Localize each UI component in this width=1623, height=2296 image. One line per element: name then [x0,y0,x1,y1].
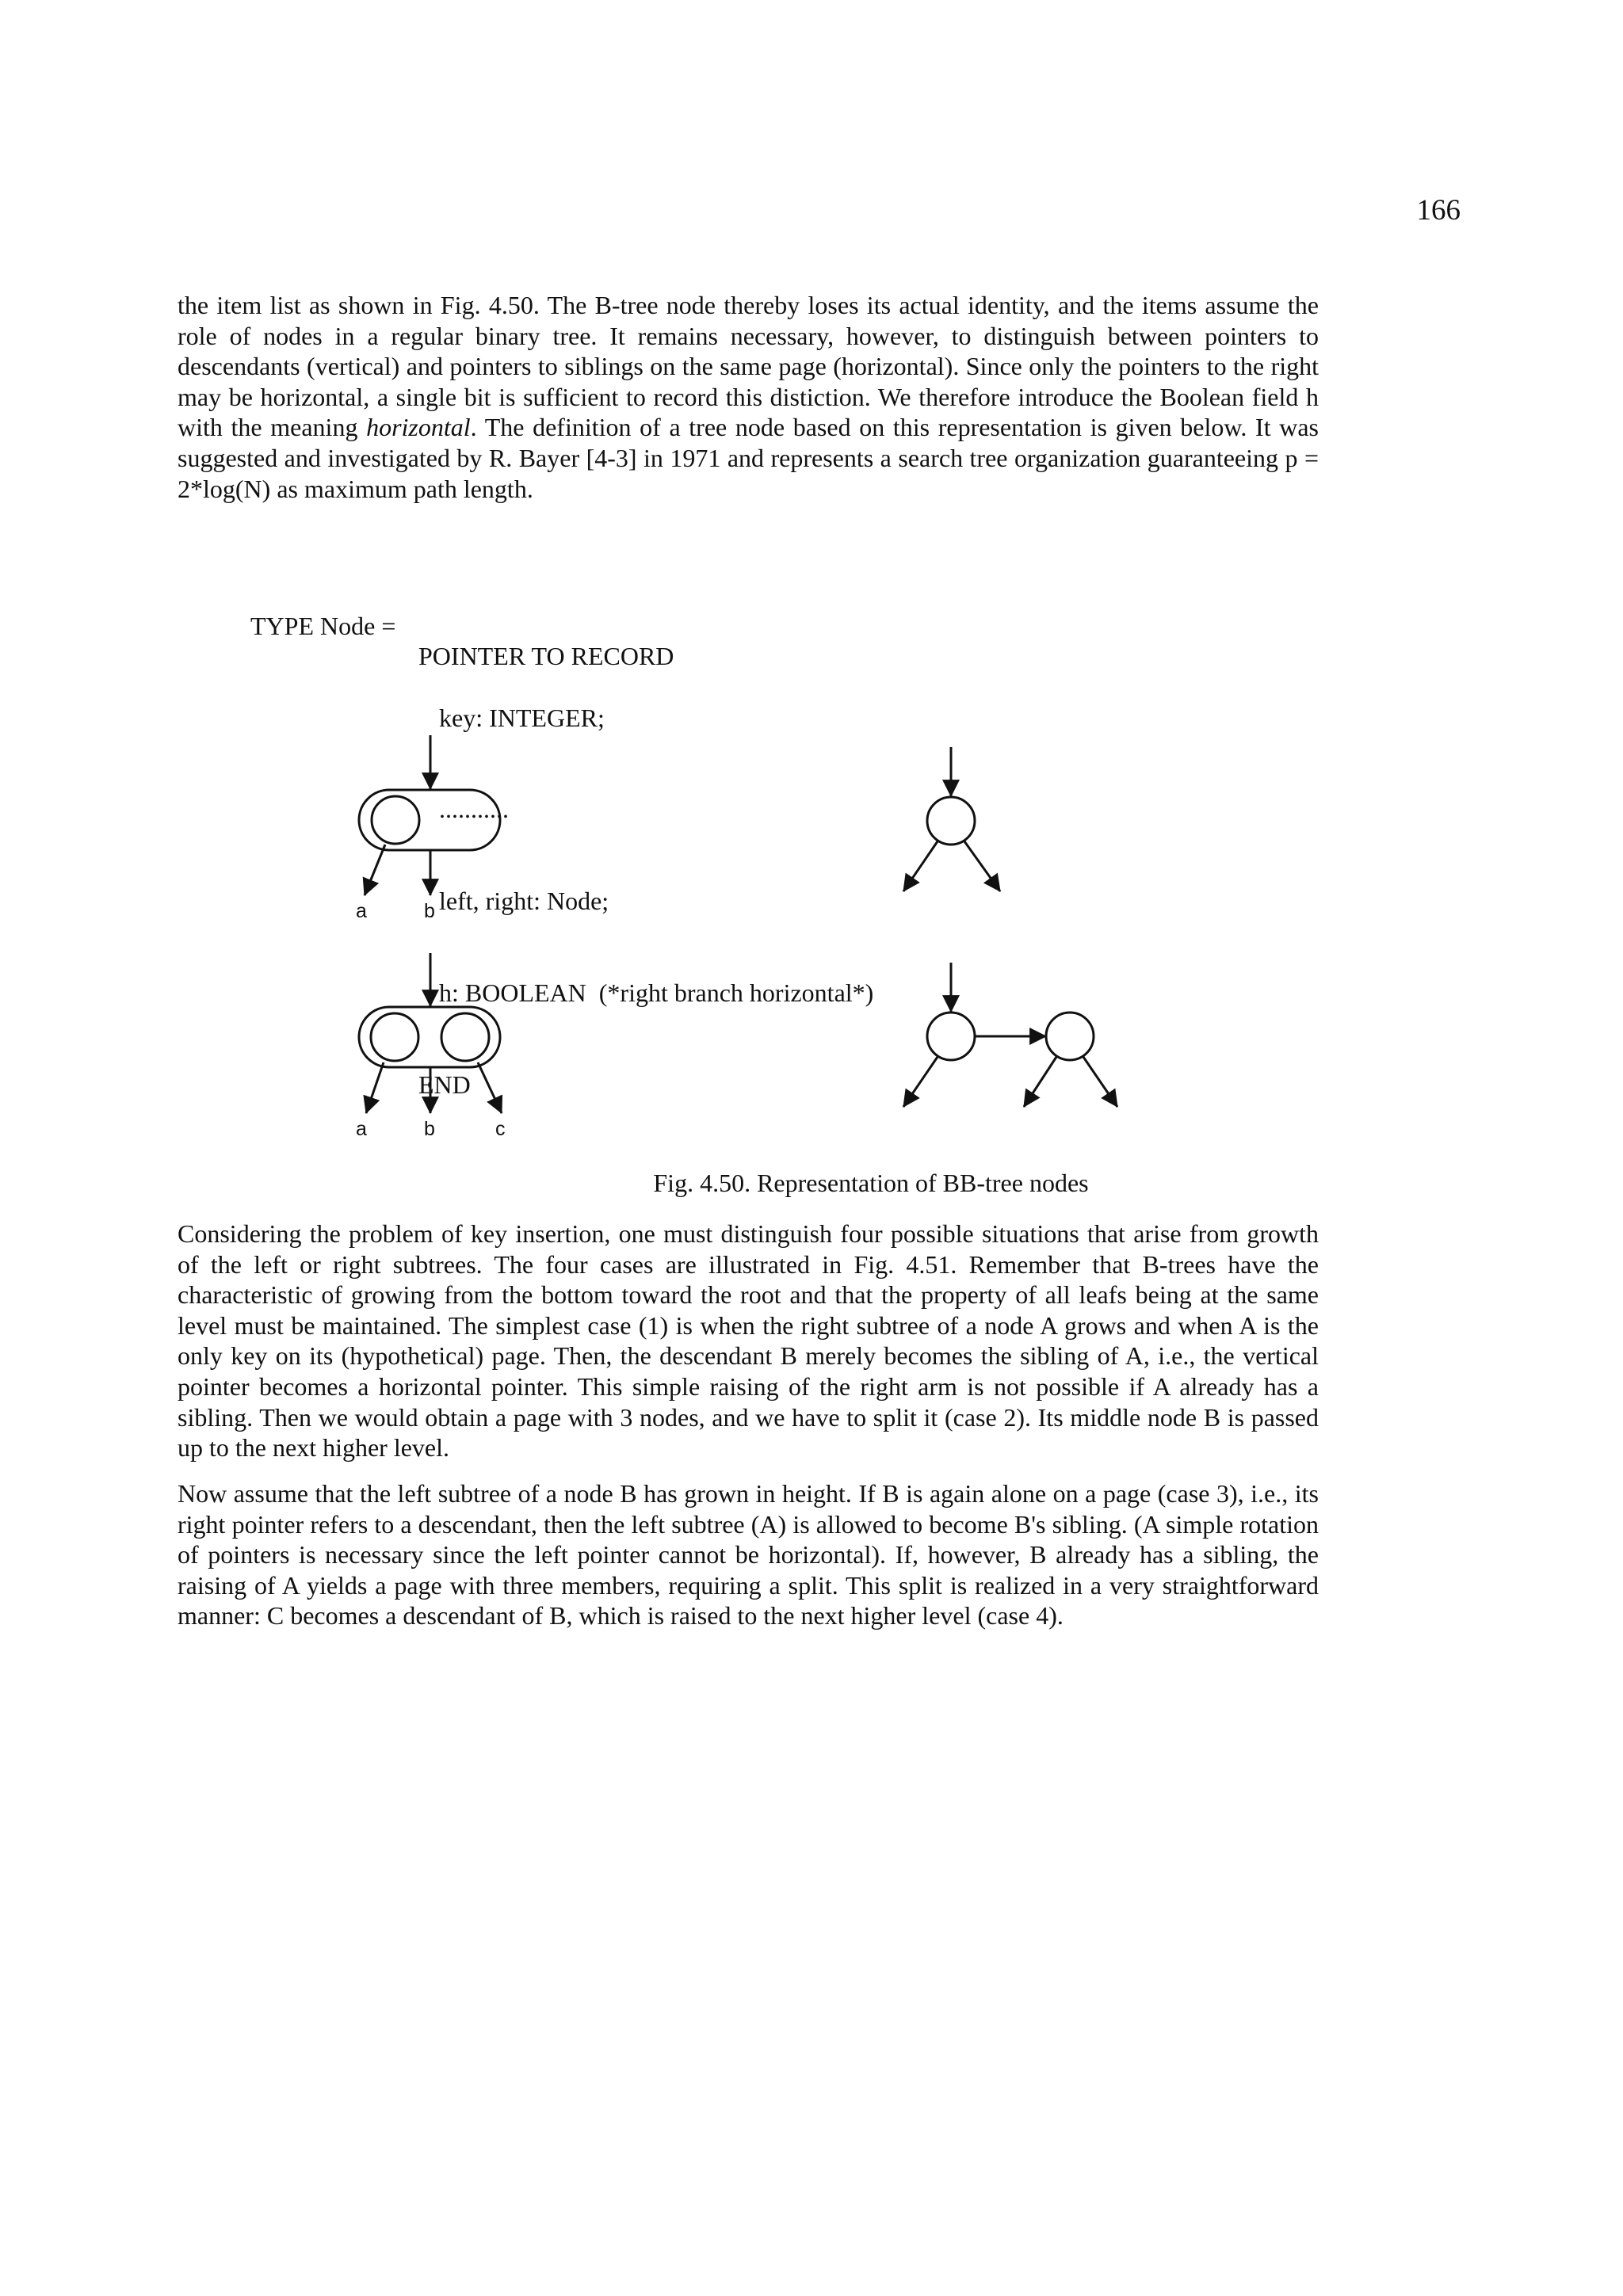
code-line-5 [250,947,874,1007]
node-circle-left [927,1013,975,1060]
pointer-a-arrow [365,845,385,895]
page-outline [359,1007,500,1067]
label-b: b [424,900,435,922]
code-listing [250,519,874,1100]
paragraph-intro-text-1: the item list as shown in Fig. 4.50. The B-tree node thereby loses its actual identity, and the items assume the role of nodes in a regular binary tree. It remains necessary, however, to distinguish between pointers to descendants (vertical) and pointers to siblings on the same page (horizontal). Since only the pointers to the right may be horizontal, a single bit is sufficient to record this distiction. We therefore introduce the Boolean field h with the meaning [178,291,1319,442]
binary-node-pair [903,963,1117,1107]
code-ellipsis: ........... [439,795,509,824]
code-h-field: h: BOOLEAN (*right branch horizontal*) [439,978,874,1007]
paragraph-insertion: Considering the problem of key insertion, one must distinguish four possible situations that arise from growth of the left or right subtrees. The four cases are illustrated in Fig. 4.51. Remember that B-trees have the characteristic of growing from the bottom toward the root and that the property of all leafs being at the same level must be maintained. The simplest case (1) is when the right subtree of a node A grows and when A is the only key on its (hypothetical) page. Then, the descendant B merely becomes the sibling of A, i.e., the vertical pointer becomes a horizontal pointer. This simple raising of the right arm is not possible if A already has a sibling. Then we would obtain a page with 3 nodes, and we have to split it (case 2). Its middle node B is passed up to the next higher level. [178,1219,1319,1463]
item-circle-left [371,1013,418,1061]
left-pointer-arrow [903,1057,938,1107]
pointer-c-arrow [478,1062,502,1113]
item-circle [372,796,419,844]
page-number: 166 [1416,194,1461,227]
code-pointer-record: POINTER TO RECORD [418,642,674,671]
paragraph-intro-emphasis: horizontal [366,413,471,442]
paragraph-intro [178,290,1319,504]
node-circle [927,797,975,845]
paragraph-left-growth: Now assume that the left subtree of a node B has grown in height. If B is again alone on a page (case 3), i.e., its right pointer refers to a descendant, then the left subtree (A) is allowed to become B's sibling. (A simple rotation of pointers is necessary since the left pointer cannot be horizontal). If, however, B already has a sibling, the raising of A yields a page with three members, requiring a split. This split is realized in a very straightforward manner: C becomes a descendant of B, which is raised to the next higher level (case 4). [178,1479,1319,1630]
code-end: END [418,1070,471,1099]
code-line-4 [250,856,609,916]
right-pointer-arrow [964,841,1000,891]
binary-node-single [903,747,1000,891]
figure-caption: Fig. 4.50. Representation of BB-tree nodes [653,1169,1089,1197]
code-left-right-field: left, right: Node; [439,887,609,916]
label-c: c [495,1118,506,1140]
code-line-6 [250,1039,471,1099]
item-circle-right [441,1013,489,1061]
paragraph-intro-text-2: . The definition of a tree node based on this representation is given below. It was suggested and investigated by R. Bayer [4-3] in 1971 and represents a search tree organization guaranteeing p = 2*log(N) as maximum path length. [178,413,1319,503]
left-pointer-arrow [903,841,938,891]
code-line-3 [250,764,509,824]
label-b: b [424,1118,435,1140]
code-line-1 [250,580,674,671]
pointer-a-arrow [366,1062,384,1113]
code-key-field: key: INTEGER; [439,703,605,732]
label-a: a [356,900,367,922]
label-a: a [356,1118,367,1140]
sibling-right-pointer-arrow [1083,1057,1117,1107]
node-circle-right [1046,1013,1094,1060]
sibling-left-pointer-arrow [1024,1057,1056,1107]
code-line-2 [250,672,605,732]
code-type-decl: TYPE Node = [250,611,396,640]
